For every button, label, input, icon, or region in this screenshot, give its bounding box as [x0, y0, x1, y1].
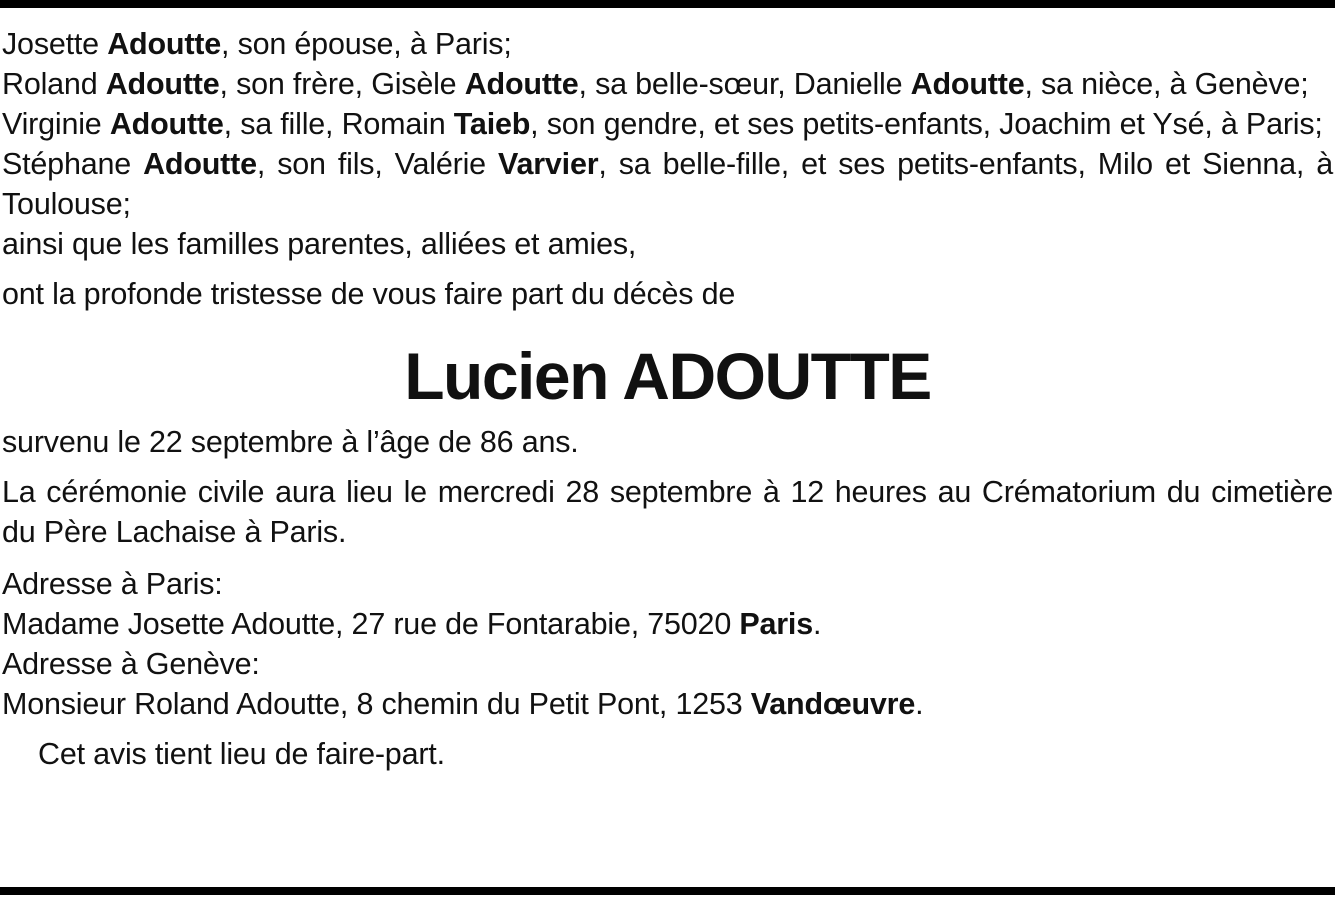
deceased-name: Lucien ADOUTTE [404, 339, 931, 413]
bottom-rule [0, 887, 1335, 895]
text-run: Virginie [2, 107, 110, 141]
text-run: . [812, 607, 822, 641]
bold-name-run: Paris [739, 607, 813, 641]
relative-line [2, 64, 1333, 104]
text-run: Madame Josette Adoutte, 27 rue de Fontarabie, 75020 [2, 607, 740, 641]
text-run: , sa belle-sœur, Danielle [578, 67, 911, 101]
closing-note: Cet avis tient lieu de faire-part. [38, 737, 445, 771]
geneva-address-heading: Adresse à Genève: [2, 647, 260, 681]
text-run: Stéphane [2, 147, 144, 181]
text-run: , sa fille, Romain [223, 107, 454, 141]
geneva-address [2, 684, 1333, 724]
obituary-notice [2, 24, 1333, 774]
paris-address-heading: Adresse à Paris: [2, 567, 223, 601]
text-run: ainsi que les familles parentes, alliées et amies, [2, 227, 637, 261]
bold-name-run: Taieb [453, 107, 531, 141]
bold-name-run: Adoutte [109, 107, 224, 141]
relative-line [2, 24, 1333, 64]
top-rule [0, 0, 1335, 8]
addresses-block [2, 564, 1333, 724]
text-run: , son gendre, et ses petits-enfants, Joachim et Ysé, à Paris; [530, 107, 1323, 141]
text-run: , sa nièce, à Genève; [1024, 67, 1309, 101]
bold-name-run: Adoutte [464, 67, 579, 101]
text-run: , son épouse, à Paris; [221, 27, 512, 61]
text-run: Josette [2, 27, 108, 61]
text-run: Roland [2, 67, 106, 101]
bold-name-run: Adoutte [105, 67, 220, 101]
relative-line [2, 224, 1333, 264]
bold-name-run: Adoutte [107, 27, 222, 61]
bold-name-run: Vandœuvre [750, 687, 916, 721]
announcement-text: ont la profonde tristesse de vous faire part du décès de [2, 277, 736, 311]
bold-name-run: Varvier [498, 147, 599, 181]
text-run: , son frère, Gisèle [219, 67, 465, 101]
bold-name-run: Adoutte [910, 67, 1025, 101]
text-run: . [915, 687, 924, 721]
text-run: , sa belle-fille, et ses petits-enfants, Milo et Sienna, à Toulouse; [2, 147, 1333, 221]
relatives-list [2, 24, 1333, 264]
text-run: Monsieur Roland Adoutte, 8 chemin du Petit Pont, 1253 [2, 687, 751, 721]
relative-line [2, 144, 1333, 224]
ceremony-text: La cérémonie civile aura lieu le mercredi 28 septembre à 12 heures au Crématorium du cimetière du Père Lachaise à Paris. [2, 475, 1333, 549]
text-run: , son fils, Valérie [256, 147, 499, 181]
paris-address [2, 604, 1333, 644]
death-info: survenu le 22 septembre à l’âge de 86 ans. [2, 425, 579, 459]
relative-line [2, 104, 1333, 144]
bold-name-run: Adoutte [143, 147, 257, 181]
